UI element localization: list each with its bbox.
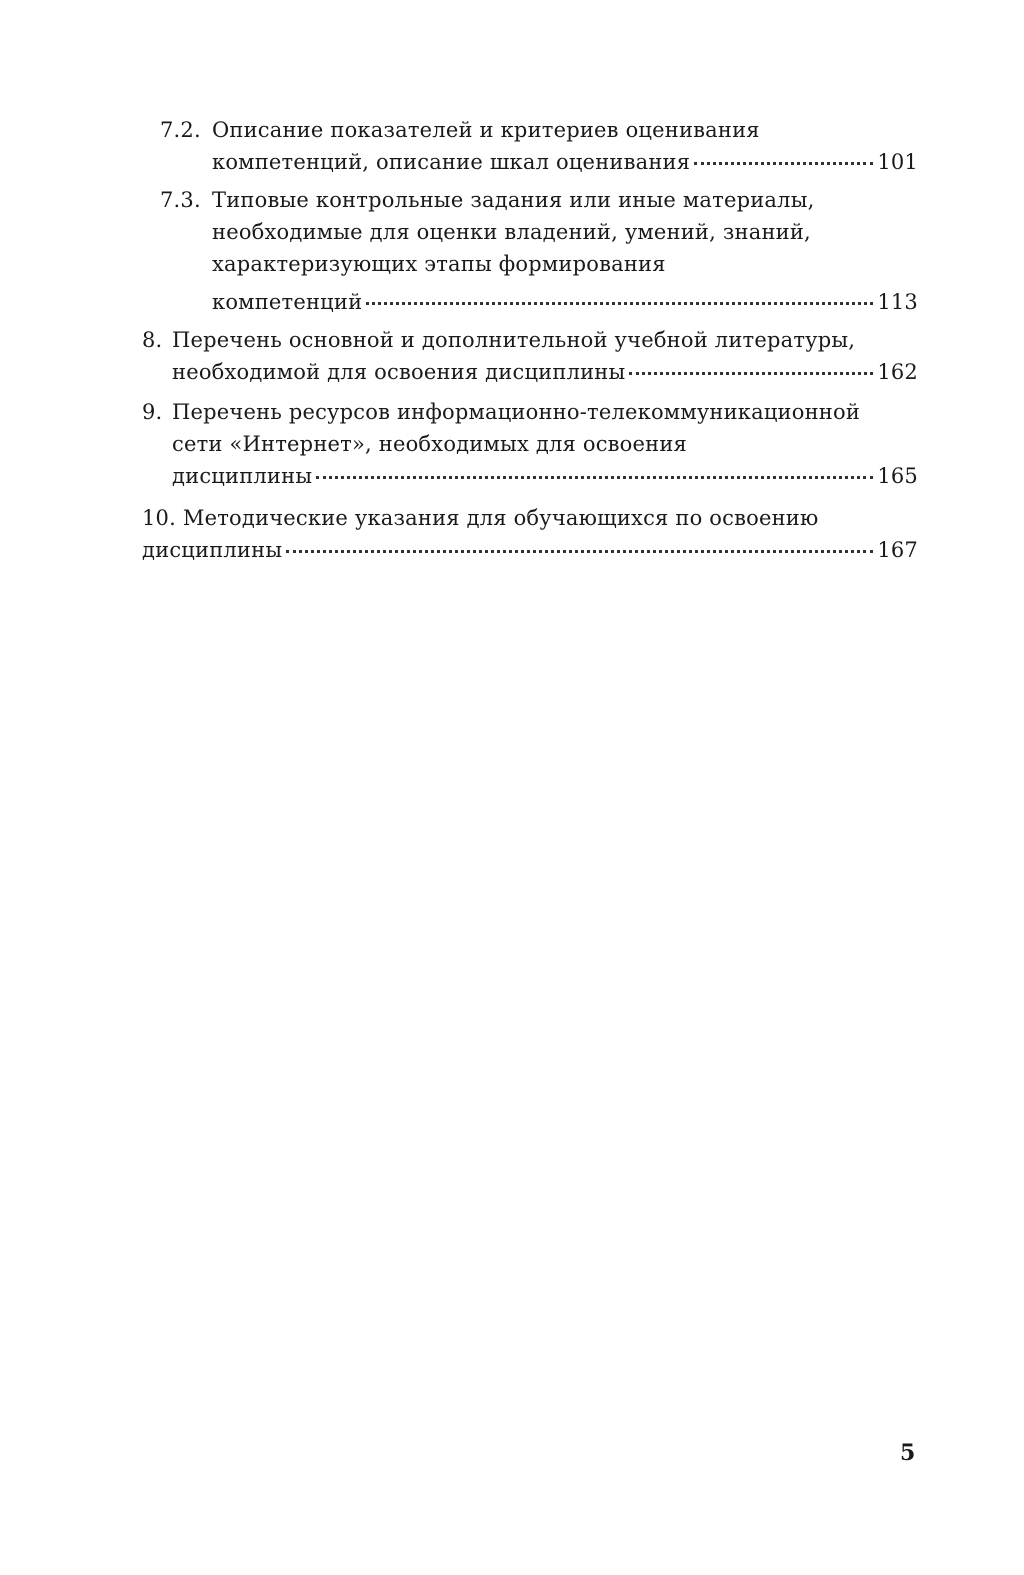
toc-entry-number: 10.	[142, 506, 176, 530]
toc-entry-title-line: Перечень основной и дополнительной учебной литературы,	[172, 328, 856, 352]
toc-entry-number: 9.	[142, 400, 163, 424]
toc-entry-page: 113	[877, 290, 918, 314]
toc-entry-8	[142, 324, 918, 388]
toc-entry-leader-line	[212, 146, 918, 178]
dot-leader	[694, 162, 873, 165]
table-of-contents	[142, 114, 918, 574]
toc-entry-title-line: Перечень ресурсов информационно-телекоммуникационной	[172, 400, 861, 424]
toc-entry-number: 7.3.	[160, 188, 201, 212]
toc-entry-10	[142, 502, 918, 566]
toc-entry-number: 7.2.	[160, 118, 201, 142]
toc-entry-number: 8.	[142, 328, 163, 352]
toc-entry-page: 167	[877, 538, 918, 562]
toc-entry-title-last-line: дисциплины	[172, 464, 313, 488]
toc-entry-7-2	[142, 114, 918, 178]
toc-entry-title-line: 10. Методические указания для обучающихся по освоению	[142, 506, 819, 530]
toc-entry-title-line: характеризующих этапы формирования	[212, 252, 666, 276]
toc-entry-leader-line	[172, 356, 918, 388]
toc-entry-title-last-line: компетенций, описание шкал оценивания	[212, 150, 691, 174]
toc-entry-title-last-line: необходимой для освоения дисциплины	[172, 360, 626, 384]
dot-leader	[366, 302, 873, 305]
toc-entry-title-last-line: компетенций	[212, 290, 363, 314]
dot-leader	[286, 550, 873, 553]
page-number: 5	[900, 1440, 916, 1466]
toc-entry-leader-line	[172, 460, 918, 492]
toc-entry-9	[142, 396, 918, 492]
toc-entry-title-last-line: дисциплины	[142, 538, 283, 562]
toc-entry-title-line: Типовые контрольные задания или иные материалы,	[212, 188, 815, 212]
toc-entry-page: 101	[877, 150, 918, 174]
toc-entry-title-line: Описание показателей и критериев оценивания	[212, 118, 760, 142]
toc-entry-page: 162	[877, 360, 918, 384]
toc-entry-leader-line	[142, 534, 918, 566]
dot-leader	[316, 476, 873, 479]
toc-entry-title-line: необходимые для оценки владений, умений, знаний,	[212, 220, 811, 244]
dot-leader	[629, 372, 873, 375]
toc-entry-page: 165	[877, 464, 918, 488]
toc-entry-leader-line	[212, 286, 918, 318]
toc-entry-7-3	[142, 184, 918, 318]
toc-entry-title-line: сети «Интернет», необходимых для освоения	[172, 432, 687, 456]
